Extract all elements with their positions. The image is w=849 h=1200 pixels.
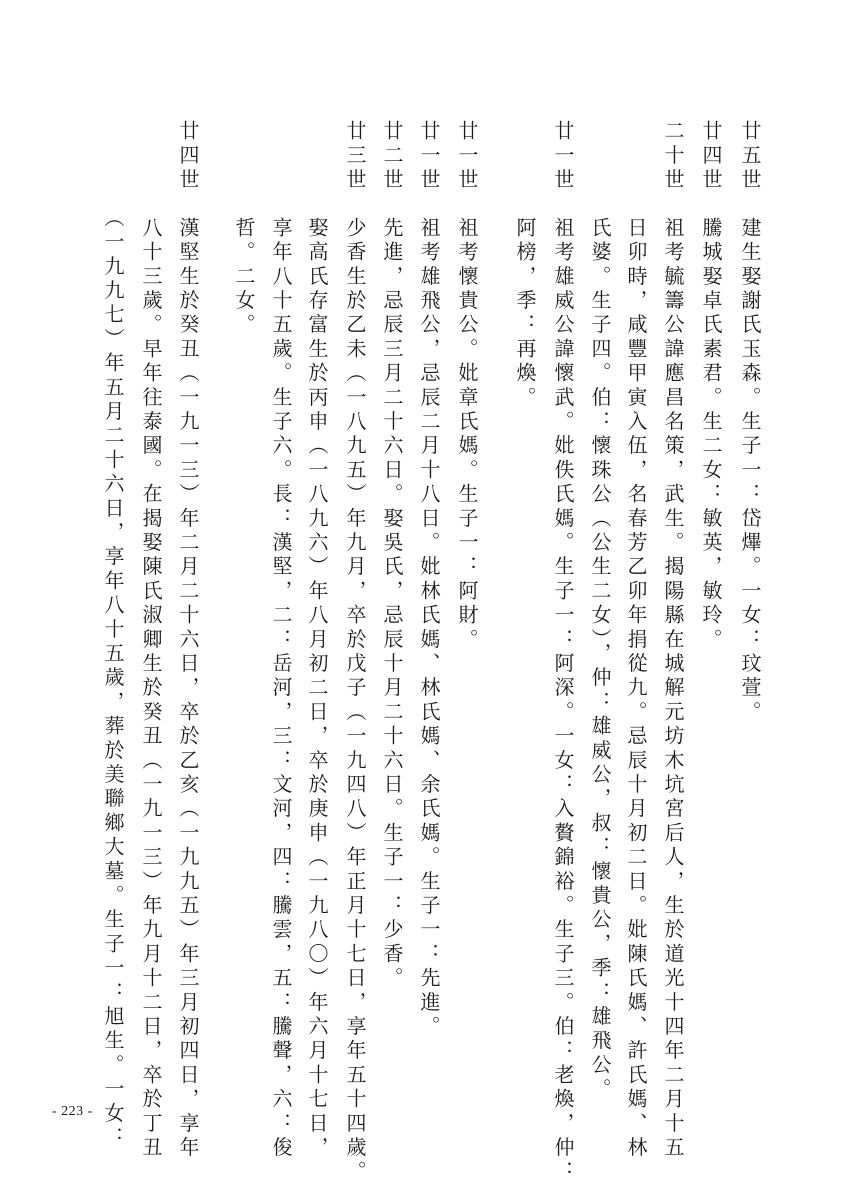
text-column-9: 廿一世 祖考雄飛公，忌辰二月十八日。妣林氏媽、林氏媽、余氏媽。生子一：先進。 xyxy=(417,120,441,1040)
text-column-8: 廿一世 祖考懷貴公。妣章氏媽。生子一：阿財。 xyxy=(455,120,479,653)
text-column-2: 廿四世 騰城娶卓氏素君。生二女：敏英，敏玲。 xyxy=(699,120,723,653)
text-column-17: （一九九七）年五月二十六日，享年八十五歲，葬於美聯鄉大墓。生子一：旭生。一女： xyxy=(101,120,125,1151)
text-column-5: 氏婆。生子四。伯：懷珠公（公生二女），仲：雄威公，叔：懷貴公，季：雄飛公。 xyxy=(588,120,612,1103)
text-column-12: 娶高氏存富生於丙申（一八九六）年八月初二日，卒於庚申（一九八〇）年六月十七日， xyxy=(305,120,329,1161)
text-column-11: 廿三世 少香生於乙未（一八九五）年九月，卒於戊子（一九四八）年正月十七日，享年五十四歲。 xyxy=(343,120,367,1185)
text-column-13: 享年八十五歲。生子六。長：漢堅，二：岳河，三：文河，四：騰雲，五：騰聲，六：俊 xyxy=(269,120,293,1161)
text-column-16: 八十三歲。早年往泰國。在揭娶陳氏淑卿生於癸丑（一九一三）年九月十二日，卒於丁丑 xyxy=(139,120,163,1161)
text-column-10: 廿二世 先進，忌辰三月二十六日。娶吳氏，忌辰十月二十六日。生子一：少香。 xyxy=(380,120,404,992)
text-column-6: 廿一世 祖考雄威公諱懷武。妣佚氏媽。生子一：阿深。一女：入贅錦裕。生子三。伯：老煥，仲： xyxy=(551,120,575,1185)
text-column-3: 二十世 祖考毓籌公諱應昌名策，武生。揭陽縣在城解元坊木坑宮后人，生於道光十四年二月十五 xyxy=(661,120,685,1161)
text-column-4: 日卯時，咸豐甲寅入伍，名春芳乙卯年捐從九。忌辰十月初二日。妣陳氏媽、許氏媽、林 xyxy=(624,120,648,1161)
page-number: - 223 - xyxy=(52,1104,93,1119)
text-column-15: 廿四世 漢堅生於癸丑（一九一三）年二月二十六日，卒於乙亥（一九九五）年三月初四日，享年 xyxy=(176,120,200,1161)
text-column-1: 廿五世 建生娶謝氏玉森。生子一：岱熚。一女：玟萱。 xyxy=(738,120,762,725)
text-column-7: 阿榜，季：再煥。 xyxy=(513,120,537,411)
text-column-14: 哲。二女。 xyxy=(232,120,256,338)
